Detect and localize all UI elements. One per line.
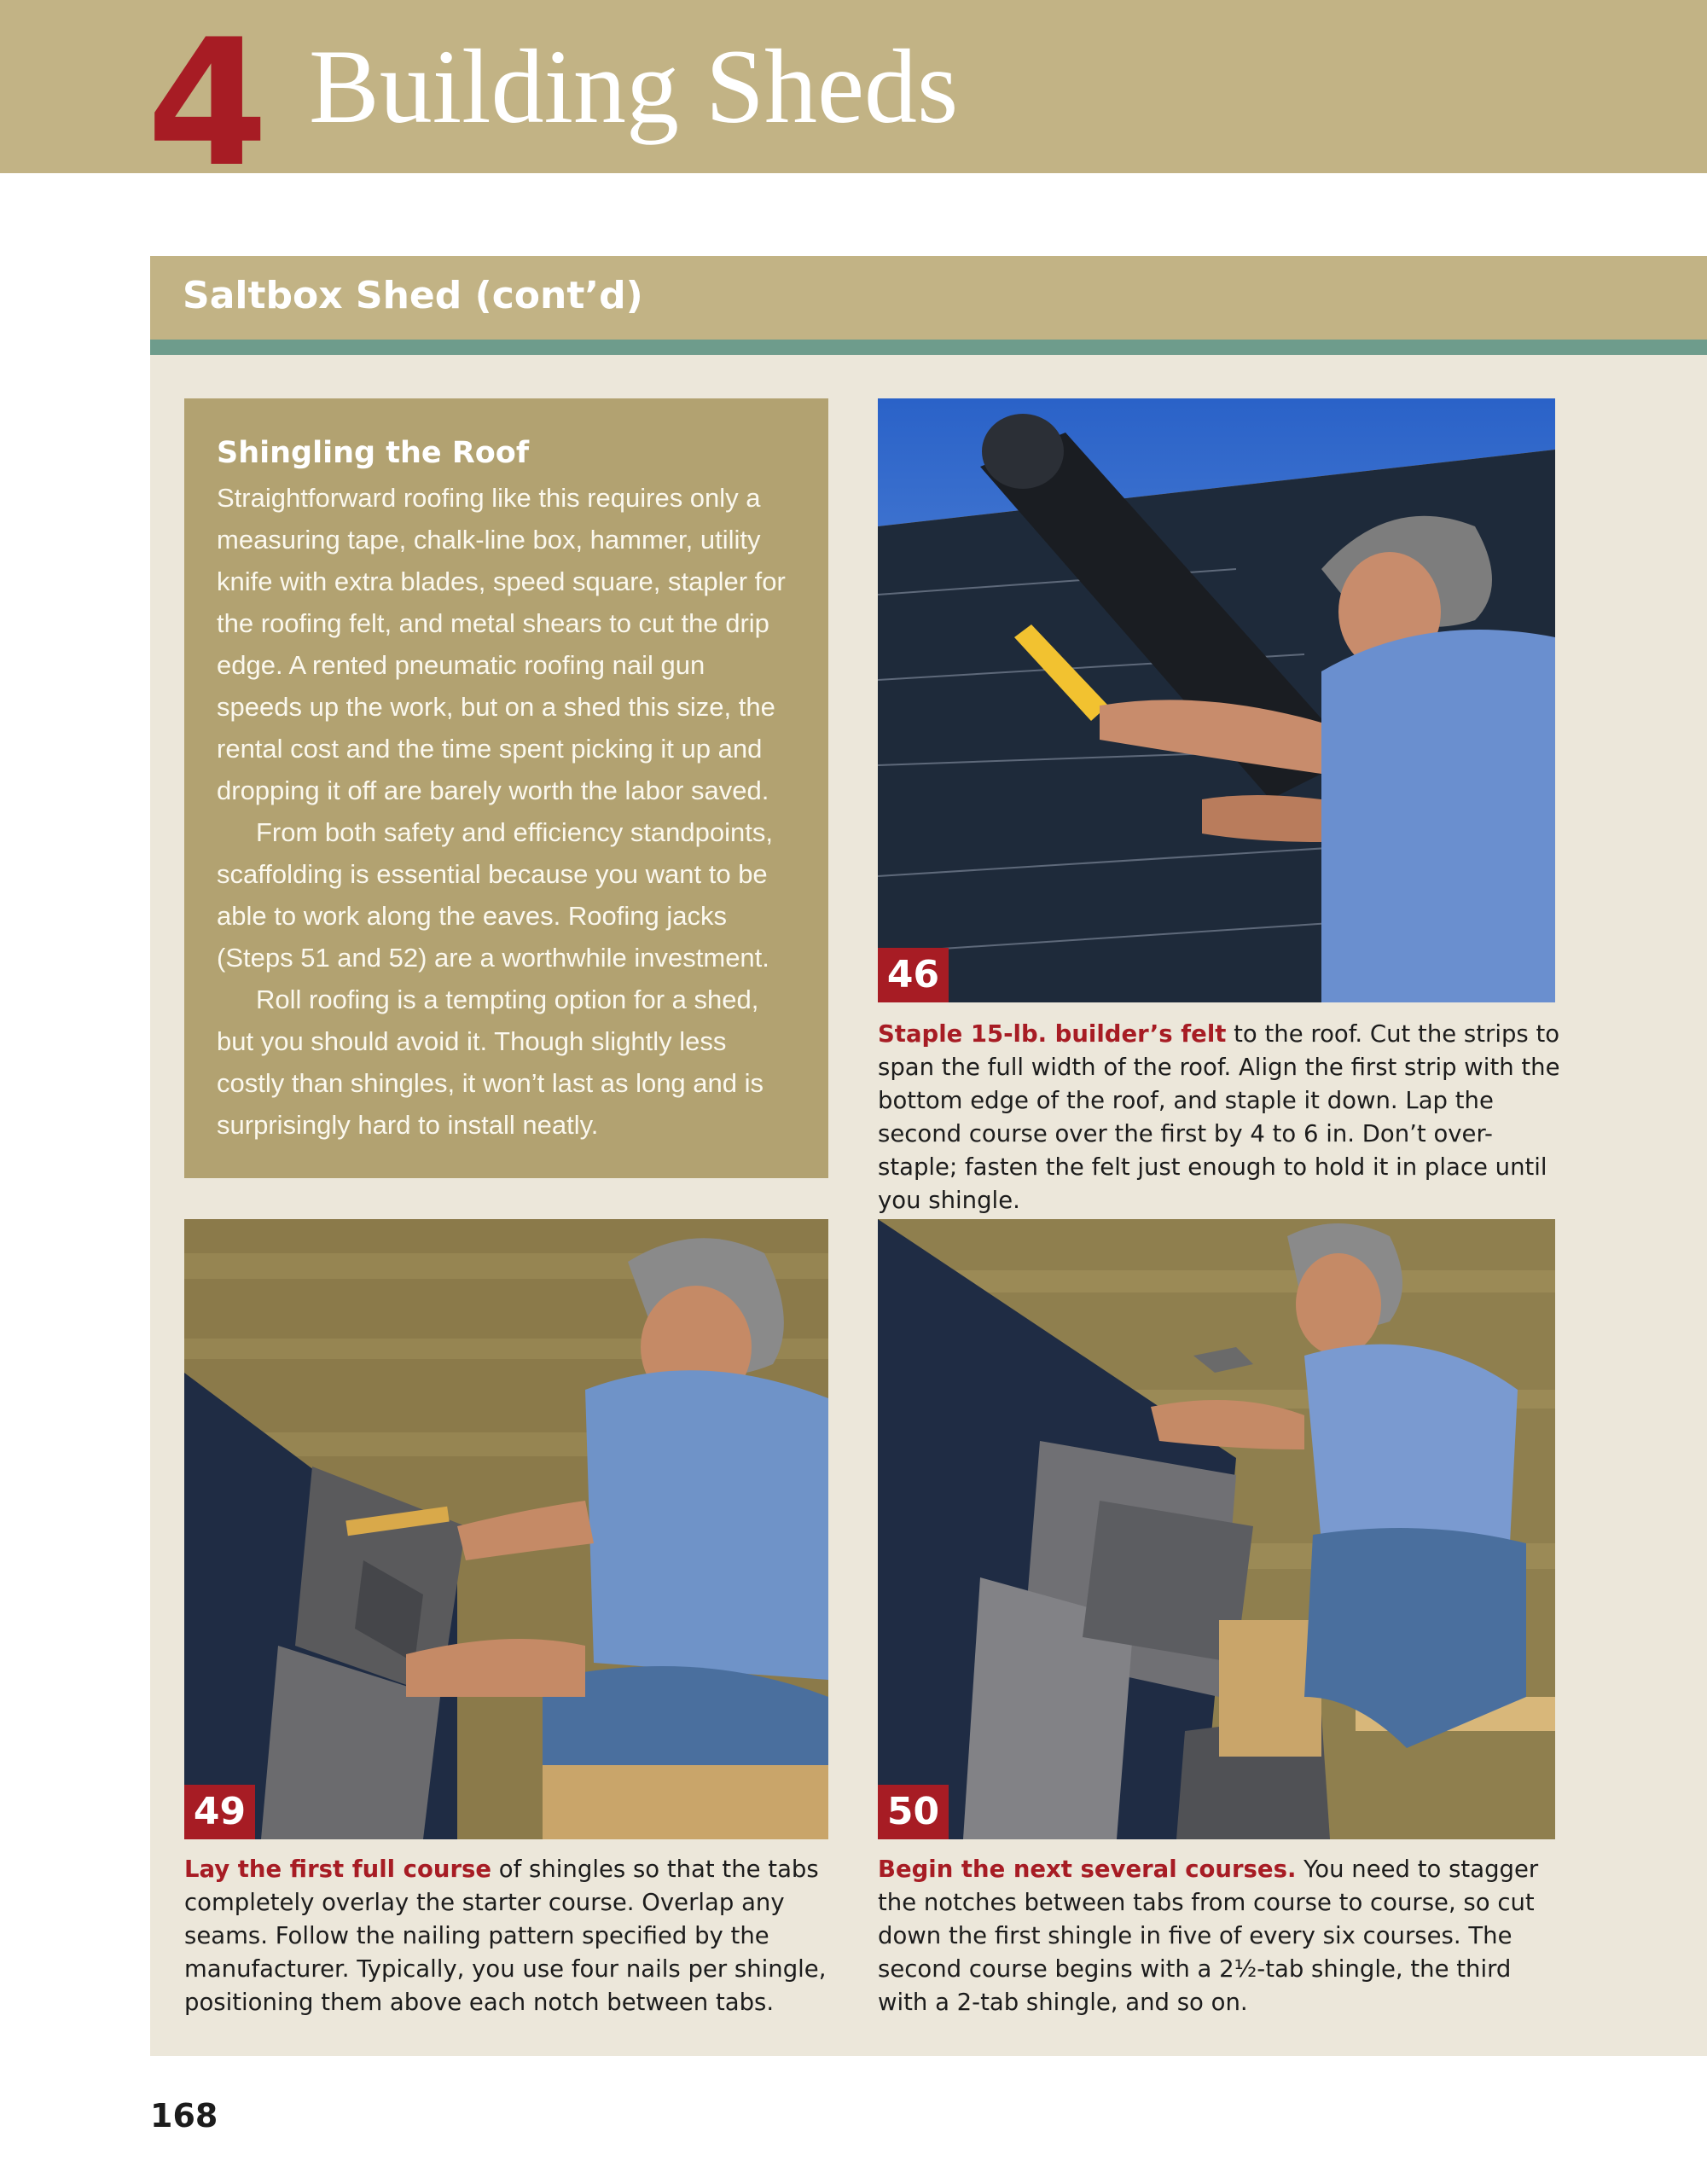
sidebar-paragraph: Roll roofing is a tempting option for a shed, but you should avoid it. Though slightly less costly than shingles, it won’t last as long and is surprisingly hard to install neatly.	[217, 984, 764, 1140]
step-50-caption	[878, 1853, 1560, 2019]
step-number-badge: 49	[184, 1785, 255, 1839]
step-body-text: You need to stagger the notches between tabs from course to course, so cut down the first shingle in five of every six courses. The second course begins with a 2½-tab shingle, the third with a 2-tab shingle, and so on.	[878, 1856, 1539, 2016]
chapter-number: 4	[147, 3, 265, 206]
first-course-photo-illustration	[184, 1219, 828, 1839]
step-50-photo	[878, 1219, 1555, 1839]
chapter-title: Building Sheds	[309, 28, 959, 145]
sidebar-heading: Shingling the Roof	[217, 436, 530, 470]
step-body-text: of shingles so that the tabs completely overlay the starter course. Overlap any seams. Follow the nailing pattern specified by the manufacturer. Typically, you use four nails per shingle, positioning them above each notch between tabs.	[184, 1856, 827, 2016]
felt-roll-photo-illustration	[878, 398, 1555, 1002]
step-46-caption	[878, 1018, 1560, 1217]
step-lead-text: Begin the next several courses.	[878, 1856, 1297, 1883]
sidebar-box	[184, 398, 828, 1178]
page-number: 168	[150, 2097, 218, 2135]
section-divider	[150, 340, 1707, 355]
step-body-text: to the roof. Cut the strips to span the full width of the roof. Align the first strip with the bottom edge of the roof, and staple it down. Lap the second course over the first by 4 to 6 in. Don’t over-staple; fasten the felt just enough to hold it in place until you shingle.	[878, 1020, 1560, 1214]
sidebar-paragraph: From both safety and efficiency standpoints, scaffolding is essential because you want to be able to work along the eaves. Roofing jacks (Steps 51 and 52) are a worthwhile investment.	[217, 816, 773, 973]
step-49-caption	[184, 1853, 867, 2019]
section-title: Saltbox Shed (cont’d)	[183, 274, 643, 317]
step-number-badge: 50	[878, 1785, 949, 1839]
step-lead-text: Lay the first full course	[184, 1856, 492, 1883]
next-courses-photo-illustration	[878, 1219, 1555, 1839]
step-49-photo	[184, 1219, 828, 1839]
sidebar-paragraph: Straightforward roofing like this requires only a measuring tape, chalk-line box, hammer, utility knife with extra blades, speed square, stapler for the roofing felt, and metal shears to cut the drip edge. A rented pneumatic roofing nail gun speeds up the work, but on a shed this size, the rental cost and the time spent picking it up and dropping it off are barely worth the labor saved.	[217, 482, 786, 805]
step-46-photo	[878, 398, 1555, 1002]
step-lead-text: Staple 15-lb. builder’s felt	[878, 1020, 1227, 1048]
step-number-badge: 46	[878, 948, 949, 1002]
